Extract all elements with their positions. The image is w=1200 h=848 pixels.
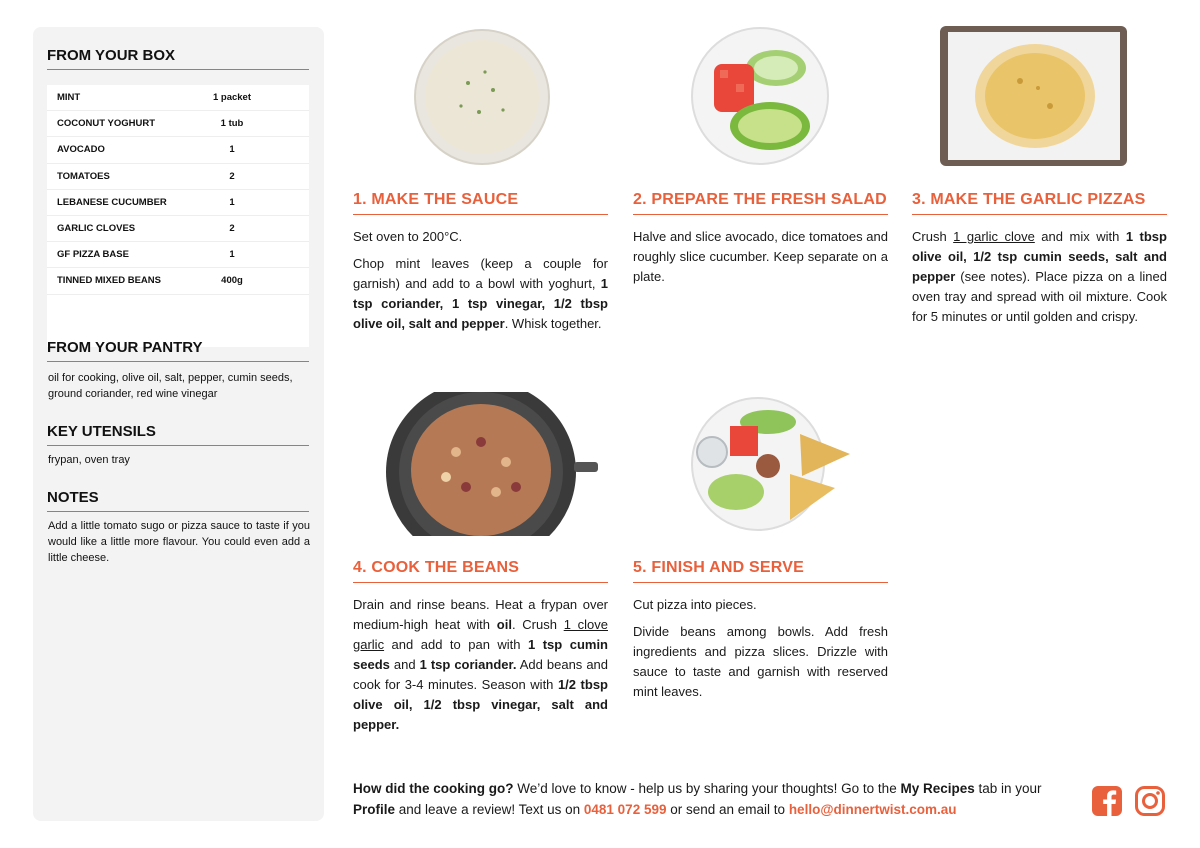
instagram-icon[interactable] (1134, 785, 1166, 817)
table-row (47, 85, 309, 111)
text-run: Crush (912, 229, 954, 244)
ingredient-name: LEBANESE CUCUMBER (57, 196, 167, 208)
final-plate-image (690, 396, 855, 531)
text-run: . Whisk together. (504, 316, 602, 331)
step-paragraph: Set oven to 200°C. (353, 229, 463, 244)
salad-plate-image (690, 26, 830, 166)
pantry-text: oil for cooking, olive oil, salt, pepper, cumin seeds, ground coriander, red wine vinegar (48, 372, 293, 400)
pizza-tray-image (940, 26, 1127, 166)
text-run: and mix with (1034, 229, 1126, 244)
footer-text: tab in your (974, 781, 1042, 796)
ingredient-name: MINT (57, 92, 81, 104)
sauce-bowl-image (413, 28, 551, 166)
step-paragraph (353, 595, 608, 735)
bold-text: 1 tbsp olive oil, 1/2 tsp cumin seeds, salt and pepper (912, 229, 1167, 284)
ingredient-name: AVOCADO (57, 144, 105, 156)
feedback-footer (353, 778, 1078, 820)
notes-text: Add a little tomato sugo or pizza sauce to taste if you would like a little more flavour. You could even add a little cheese. (48, 520, 310, 564)
ingredient-qty: 400g (221, 275, 243, 287)
step-body (353, 227, 608, 334)
phone-link[interactable]: 0481 072 599 (583, 802, 667, 817)
underlined-text: 1 clove garlic (353, 617, 608, 652)
notes-heading: NOTES (47, 489, 309, 512)
step-4 (353, 559, 608, 742)
ingredient-qty: 1 tub (220, 118, 244, 130)
step-3 (912, 191, 1167, 334)
table-row (47, 111, 309, 137)
step-5 (633, 559, 888, 709)
step-body (633, 595, 888, 702)
bold-text: 1 tsp coriander, 1 tsp vinegar, 1/2 tbsp olive oil, salt and pepper (353, 276, 608, 331)
ingredient-name: TOMATOES (57, 170, 110, 182)
box-heading: FROM YOUR BOX (47, 47, 309, 70)
step-body (633, 227, 888, 287)
footer-bold-text: How did the cooking go? (353, 781, 514, 796)
bold-text: oil (496, 617, 512, 632)
footer-text: and leave a review! Text us on (395, 802, 584, 817)
frypan-beans-image (386, 392, 601, 536)
sidebar (33, 27, 324, 821)
text-run: (see notes). Place pizza on a lined oven tray and spread with oil mixture. Cook for 5 minutes or until golden and crispy. (912, 269, 1167, 324)
footer-text: or send an email to (666, 802, 789, 817)
table-row (47, 190, 309, 216)
text-run: Chop mint leaves (keep a couple for garnish) and add to a bowl with yoghurt, (353, 256, 608, 291)
ingredient-qty: 2 (229, 223, 235, 235)
table-row (47, 164, 309, 190)
footer-text: We’d love to know - help us by sharing your thoughts! Go to the (513, 781, 901, 796)
box-ingredient-table (47, 85, 309, 347)
profile-text: Profile (353, 802, 396, 817)
ingredient-name: TINNED MIXED BEANS (57, 275, 161, 287)
table-row (47, 216, 309, 242)
text-run: Drain and rinse beans. Heat a frypan over medium-high heat with (353, 597, 608, 632)
facebook-icon[interactable] (1091, 785, 1123, 817)
step-2 (633, 191, 888, 294)
step-title: 1. MAKE THE SAUCE (353, 191, 608, 215)
table-row (47, 242, 309, 268)
table-row (47, 268, 309, 294)
email-link[interactable]: hello@dinnertwist.com.au (788, 802, 957, 817)
ingredient-name: GF PIZZA BASE (57, 249, 129, 261)
bold-text: 1/2 tbsp olive oil, 1/2 tbsp vinegar, salt and pepper. (353, 677, 608, 732)
step-body (912, 227, 1167, 327)
step-title: 3. MAKE THE GARLIC PIZZAS (912, 191, 1167, 215)
text-run: Add beans and cook for 3-4 minutes. Season with (353, 657, 609, 692)
text-run: and add to pan with (384, 637, 529, 652)
table-row (47, 137, 309, 163)
ingredient-name: COCONUT YOGHURT (57, 118, 155, 130)
underlined-text: 1 garlic clove (953, 229, 1035, 244)
ingredient-qty: 1 (229, 249, 235, 261)
ingredient-qty: 1 packet (212, 92, 252, 104)
step-paragraph (353, 254, 608, 334)
utensils-text: frypan, oven tray (48, 454, 130, 466)
step-paragraph (912, 227, 1167, 327)
ingredient-qty: 2 (229, 170, 235, 182)
step-title: 2. PREPARE THE FRESH SALAD (633, 191, 888, 215)
step-1 (353, 191, 608, 341)
pantry-heading: FROM YOUR PANTRY (47, 339, 309, 362)
bold-text: 1 tsp coriander. (419, 657, 517, 672)
step-body (353, 595, 608, 735)
bold-text: 1 tsp cumin seeds (353, 637, 608, 672)
step-paragraph: Halve and slice avocado, dice tomatoes and roughly slice cucumber. Keep separate on a plate. (633, 229, 888, 284)
my-recipes-text: My Recipes (900, 781, 975, 796)
step-paragraph: Divide beans among bowls. Add fresh ingredients and pizza slices. Drizzle with sauce to taste and garnish with reserved mint leaves. (633, 624, 888, 699)
ingredient-qty: 1 (229, 144, 235, 156)
ingredient-name: GARLIC CLOVES (57, 223, 136, 235)
ingredient-qty: 1 (229, 196, 235, 208)
text-run: and (389, 657, 420, 672)
step-title: 4. COOK THE BEANS (353, 559, 608, 583)
utensils-heading: KEY UTENSILS (47, 423, 309, 446)
step-paragraph: Cut pizza into pieces. (633, 597, 757, 612)
text-run: . Crush (511, 617, 564, 632)
step-title: 5. FINISH AND SERVE (633, 559, 888, 583)
